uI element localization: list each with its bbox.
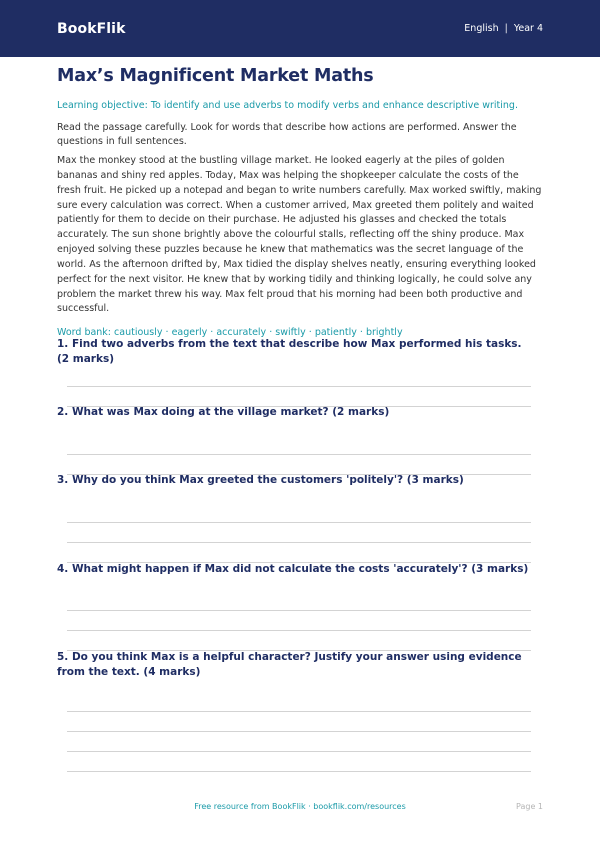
page-header (0, 0, 600, 57)
question-text: 1. Find two adverbs from the text that describe how Max performed his tasks. (2 marks) (57, 338, 522, 365)
question-3 (57, 473, 537, 488)
question-text: 3. Why do you think Max greeted the customers 'politely'? (3 marks) (57, 474, 464, 486)
answer-line[interactable] (67, 630, 531, 631)
footer-resource-link[interactable]: Free resource from BookFlik · bookflik.com/resources (194, 802, 406, 811)
header-meta (464, 23, 543, 34)
year-label: Year 4 (513, 23, 543, 34)
learning-objective: Learning objective: To identify and use adverbs to modify verbs and enhance descriptive writing. (57, 100, 518, 111)
question-2 (57, 405, 537, 420)
answer-line[interactable] (67, 711, 531, 712)
answer-line[interactable] (67, 542, 531, 543)
answer-line[interactable] (67, 771, 531, 772)
answer-line[interactable] (67, 522, 531, 523)
answer-line[interactable] (67, 454, 531, 455)
page-title: Max’s Magnificent Market Maths (57, 66, 374, 86)
answer-line[interactable] (67, 386, 531, 387)
subject-label: English (464, 23, 499, 34)
question-text: 5. Do you think Max is a helpful character? Justify your answer using evidence from the text. (4 marks) (57, 651, 522, 678)
worksheet-intro (57, 66, 543, 338)
question-text: 2. What was Max doing at the village market? (2 marks) (57, 406, 390, 418)
question-1 (57, 337, 537, 367)
reading-passage: Max the monkey stood at the bustling village market. He looked eagerly at the piles of golden bananas and shiny red apples. Today, Max was helping the shopkeeper calculate the costs of the fresh fruit. He picked up a notepad and began to write numbers carefully. Max worked swiftly, making sure every calculation was correct. When a customer arrived, Max greeted them politely and waited patiently for them to decide on their purchase. He adjusted his glasses and checked the totals accurately. The sun shone brightly above the colourful stalls, reflecting off the shiny produce. Max enjoyed solving these puzzles because he knew that mathematics was the secret language of the world. As the afternoon drifted by, Max tidied the display shelves neatly, ensuring everything looked perfect for the next visitor. He knew that by working tidily and thinking logically, he could solve any problem the market threw his way. Max felt proud that his morning had been both productive and successful. (57, 155, 542, 315)
brand-logo-text[interactable]: BookFlik (57, 20, 126, 37)
question-4 (57, 562, 537, 577)
instructions-text: Read the passage carefully. Look for words that describe how actions are performed. Answer the questions in full sentences. (57, 122, 517, 147)
answer-line[interactable] (67, 610, 531, 611)
question-5 (57, 650, 537, 680)
page-number: Page 1 (516, 802, 543, 811)
word-bank: Word bank: cautiously · eagerly · accurately · swiftly · patiently · brightly (57, 327, 403, 339)
answer-line[interactable] (67, 731, 531, 732)
question-text: 4. What might happen if Max did not calculate the costs 'accurately'? (3 marks) (57, 563, 529, 575)
meta-separator: | (504, 23, 508, 34)
answer-line[interactable] (67, 751, 531, 752)
